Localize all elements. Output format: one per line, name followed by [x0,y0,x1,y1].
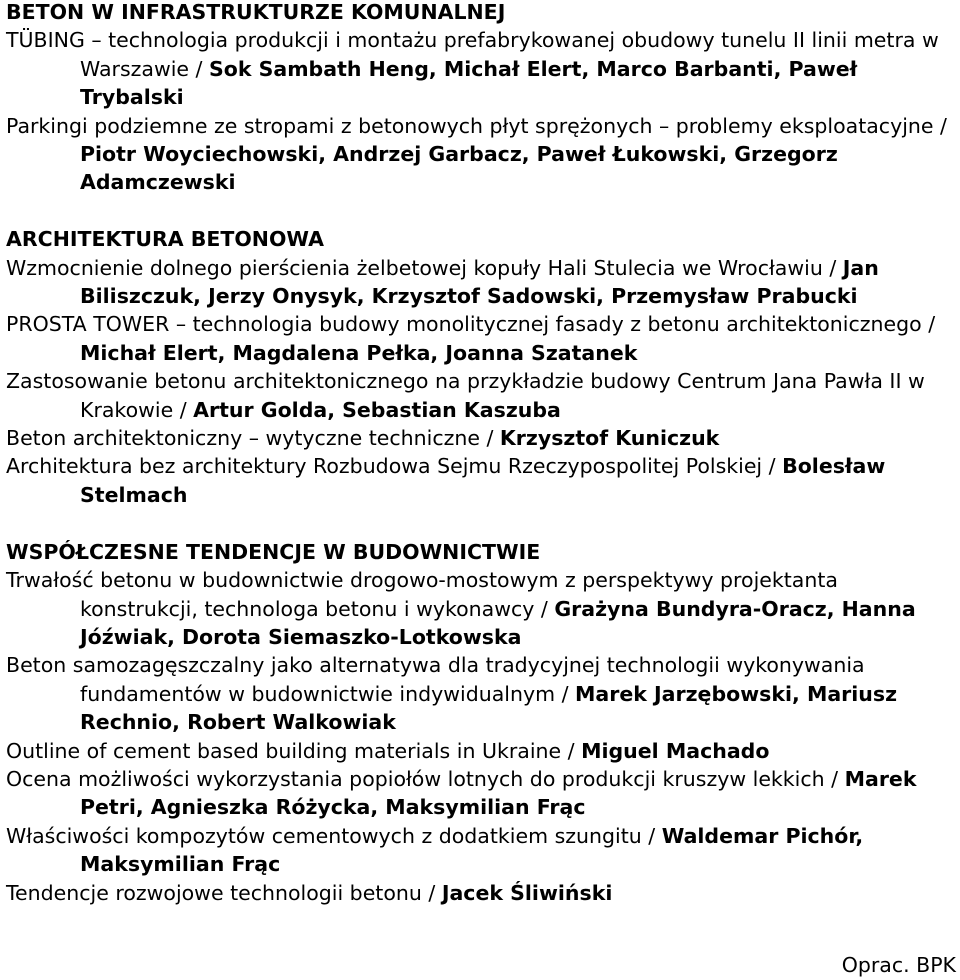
article-authors: Jan Biliszczuk, Jerzy Onysyk, Krzysztof Sadowski, Przemysław Prabucki [80,255,879,309]
separator: / [824,766,845,791]
footer-credit: Oprac. BPK [841,953,956,977]
separator: / [762,454,783,479]
article-entry [6,651,956,736]
section-heading: BETON W INFRASTRUKTURZE KOMUNALNEJ [6,0,506,24]
article-entry [6,424,956,452]
article-entry [6,26,956,111]
article-entry [6,765,956,822]
article-title: Tendencje rozwojowe technologii betonu [6,880,422,905]
article-entry [6,254,956,311]
section-architecture [6,225,956,509]
separator: / [555,681,576,706]
article-title: TÜBING – technologia produkcji i montażu prefabrykowanej obudowy tunelu II linii metra w Warszawie [6,28,939,81]
separator: / [421,880,442,905]
separator: / [921,312,936,337]
article-authors: Miguel Machado [581,738,770,763]
article-title: Architektura bez architektury Rozbudowa Sejmu Rzeczypospolitej Polskiej [6,454,763,479]
article-authors: Marek Jarzębowski, Mariusz Rechnio, Robert Walkowiak [80,681,898,735]
article-title: Beton samozagęszczalny jako alternatywa dla tradycyjnej technologii wykonywania fundamentów w budownictwie indywidualnym [6,653,865,706]
separator: / [173,397,194,422]
article-title: Ocena możliwości wykorzystania popiołów lotnych do produkcji kruszyw lekkich [6,766,825,791]
article-entry [6,367,956,424]
section-heading: ARCHITEKTURA BETONOWA [6,227,324,252]
separator: / [822,255,843,280]
article-entry [6,737,956,765]
article-title: Parkingi podziemne ze stropami z betonowych płyt sprężonych – problemy eksploatacyjne [6,113,934,138]
article-entry [6,452,956,509]
article-title: Właściwości kompozytów cementowych z dodatkiem szungitu [6,823,642,848]
separator: / [641,823,662,848]
article-authors: Waldemar Pichór, Maksymilian Frąc [80,823,864,877]
article-authors: Bolesław Stelmach [80,454,886,507]
article-authors: Grażyna Bundyra-Oracz, Hanna Jóźwiak, Dorota Siemaszko-Lotkowska [80,596,916,649]
separator: / [561,738,582,763]
article-entry [6,566,956,651]
separator: / [479,426,500,451]
article-entry [6,822,956,879]
article-entry [6,879,956,907]
article-entry [6,112,956,197]
article-title: PROSTA TOWER – technologia budowy monolitycznej fasady z betonu architektonicznego [6,312,922,337]
article-title: Outline of cement based building materials in Ukraine [6,738,562,763]
article-authors: Marek Petri, Agnieszka Różycka, Maksymilian Frąc [80,766,917,820]
article-authors: Krzysztof Kuniczuk [499,426,720,451]
article-title: Trwałość betonu w budownictwie drogowo‑mostowym z perspektywy projektanta konstrukcji, technologa betonu i wykonawcy [6,568,838,621]
article-authors: Sok Sambath Heng, Michał Elert, Marco Barbanti, Paweł Trybalski [80,56,858,110]
article-entry [6,310,956,367]
article-authors: Artur Golda, Sebastian Kaszuba [193,397,561,422]
section-heading: WSPÓŁCZESNE TENDENCJE W BUDOWNICTWIE [6,539,541,564]
document-body [6,0,956,907]
separator: / [933,113,947,138]
article-authors: Piotr Woyciechowski, Andrzej Garbacz, Paweł Łukowski, Grzegorz Adamczewski [80,142,838,195]
section-modern-trends [6,538,956,907]
article-title: Zastosowanie betonu architektonicznego na przykładzie budowy Centrum Jana Pawła II w Krakowie [6,369,925,422]
article-authors: Jacek Śliwiński [441,880,613,905]
section-infrastructure [6,0,956,197]
article-authors: Michał Elert, Magdalena Pełka, Joanna Szatanek [80,340,638,365]
separator: / [189,56,209,81]
article-title: Beton architektoniczny – wytyczne techniczne [6,426,480,451]
separator: / [534,596,555,621]
article-title: Wzmocnienie dolnego pierścienia żelbetowej kopuły Hali Stulecia we Wrocławiu [6,255,823,280]
